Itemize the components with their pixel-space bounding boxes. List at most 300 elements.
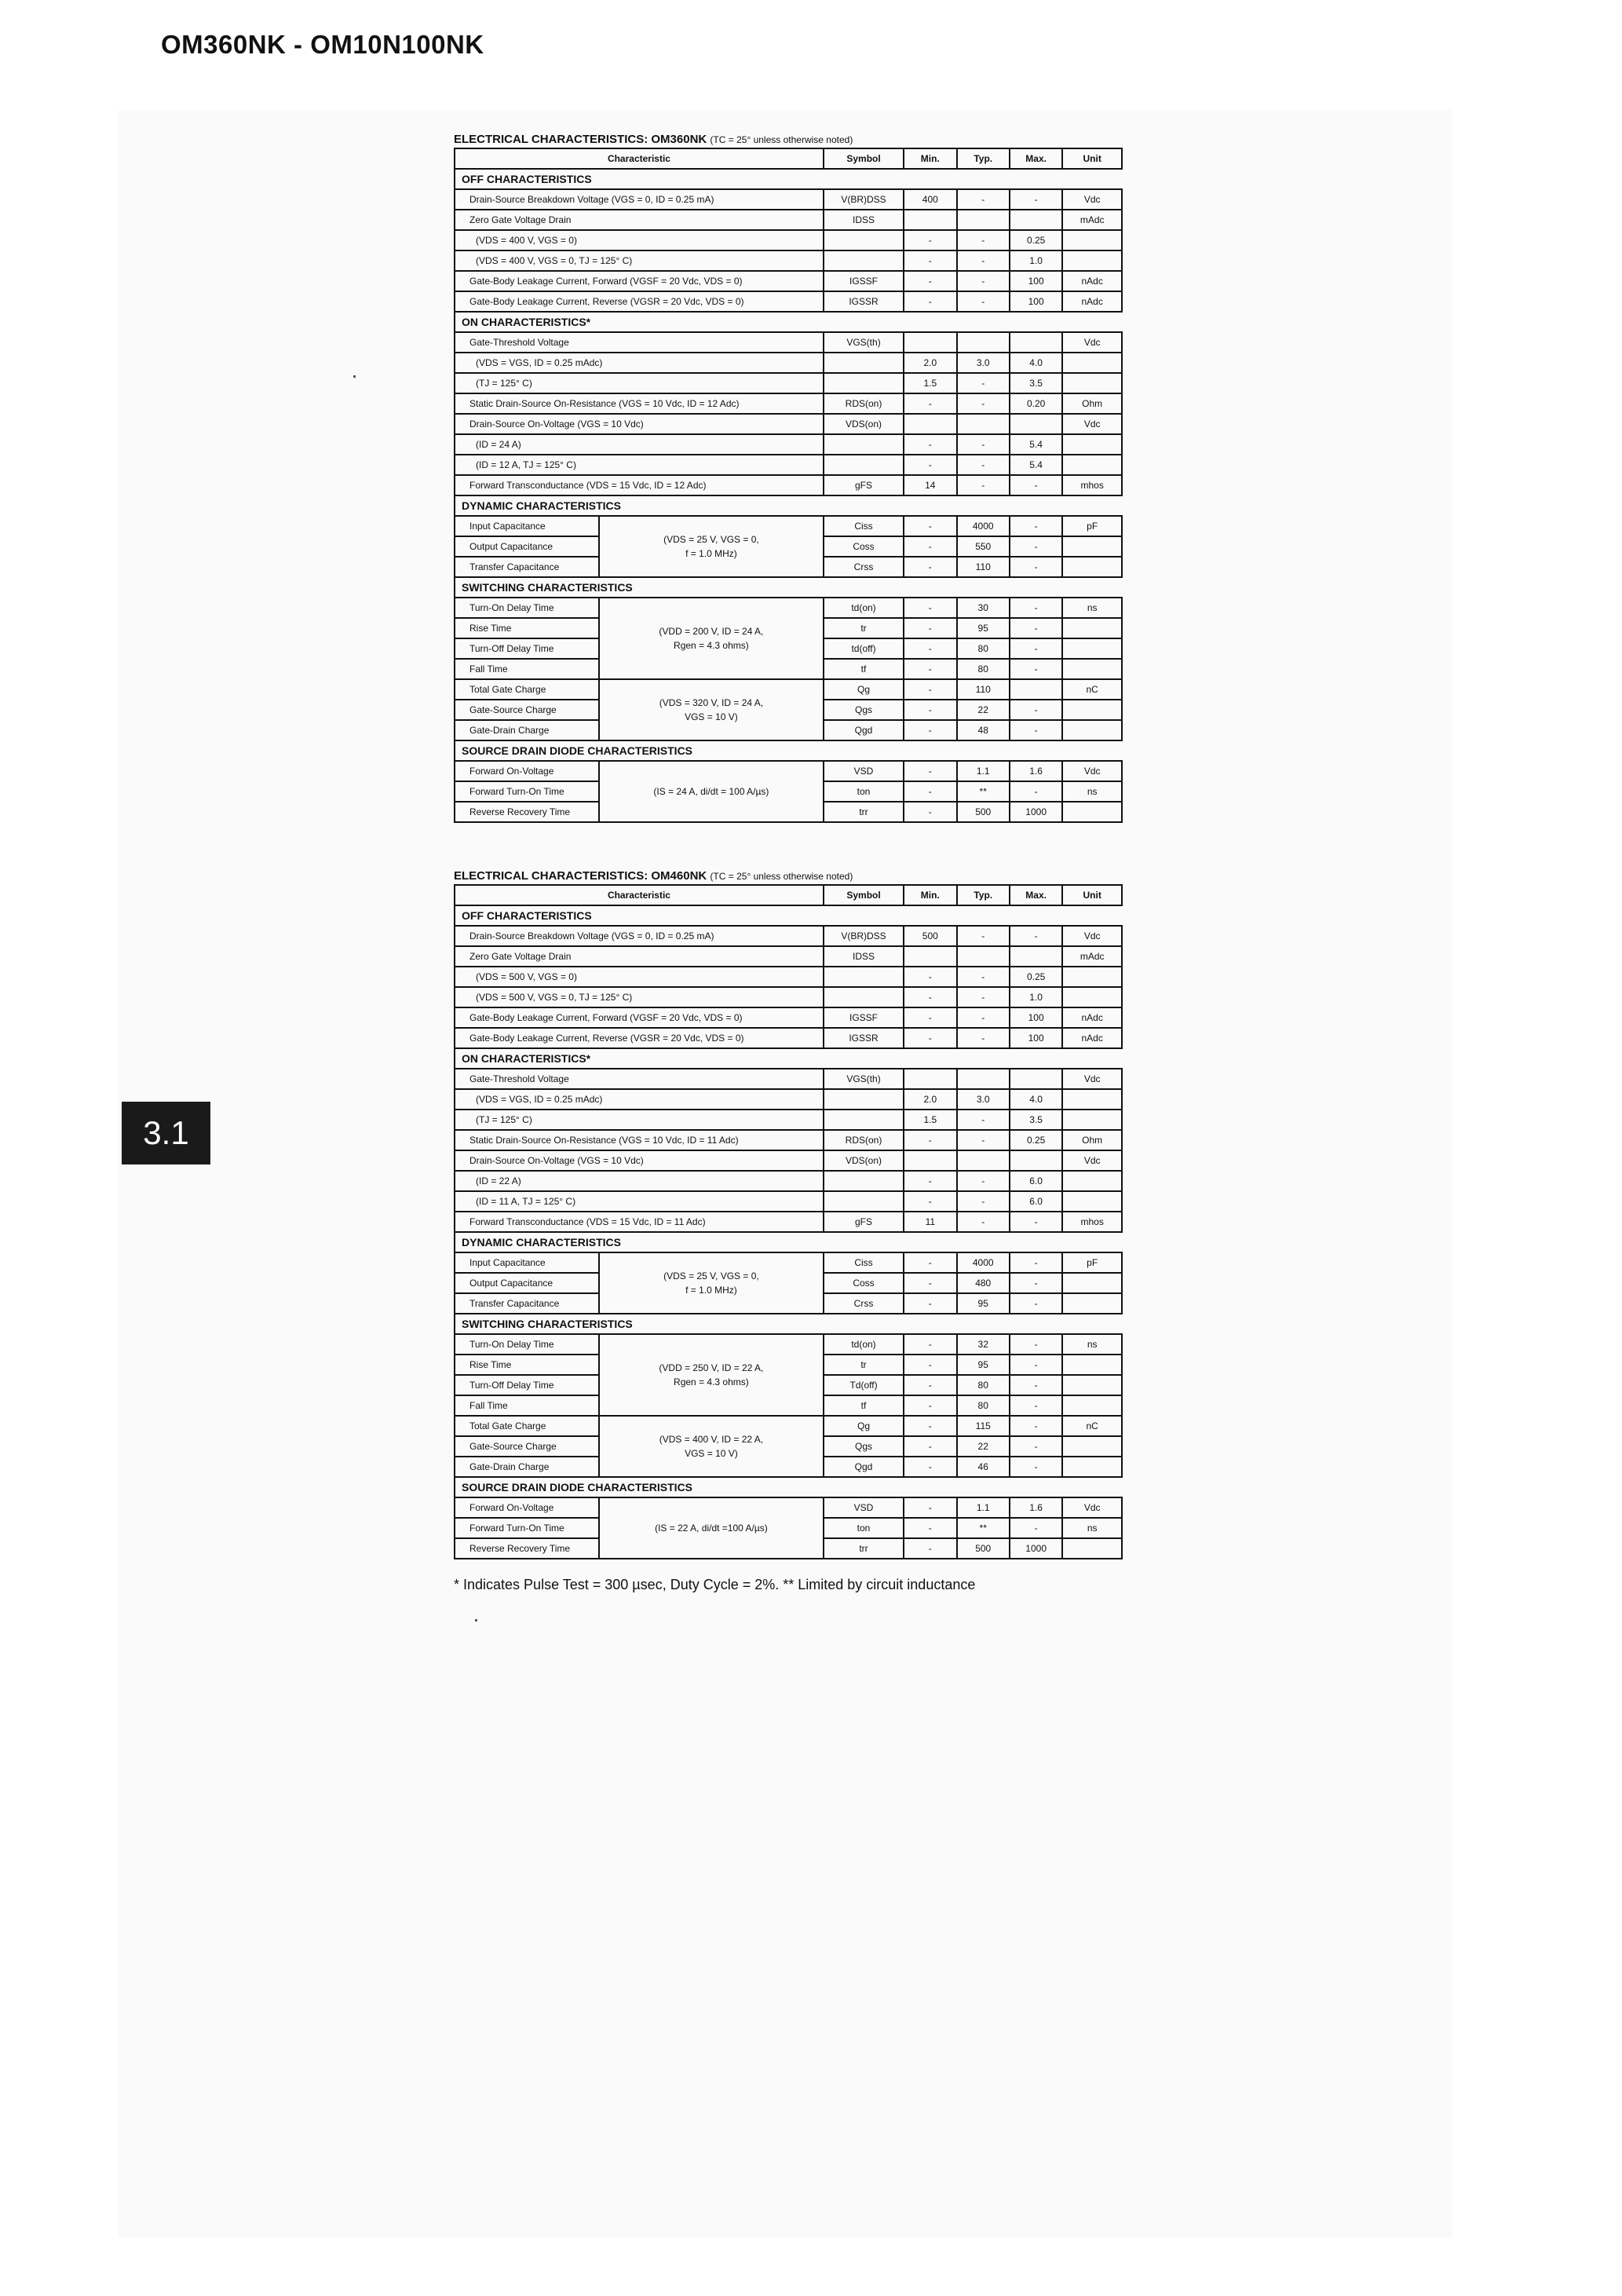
table-row <box>455 455 1122 475</box>
max-cell: - <box>1010 926 1062 946</box>
min-cell: - <box>904 271 956 291</box>
footnote: * Indicates Pulse Test = 300 µsec, Duty Cycle = 2%. ** Limited by circuit inductance <box>454 1577 976 1592</box>
section-tab: 3.1 <box>122 1102 210 1164</box>
test-condition: VGS = 10 V) <box>685 1448 738 1459</box>
min-cell: - <box>904 659 956 679</box>
off-table <box>454 188 1123 313</box>
test-condition: f = 1.0 MHz) <box>685 1285 737 1296</box>
unit-cell <box>1062 1538 1122 1559</box>
typ-cell: 500 <box>957 1538 1010 1559</box>
table-row <box>455 414 1122 434</box>
unit-cell <box>1062 353 1122 373</box>
characteristic-cell: Gate-Source Charge <box>455 700 599 720</box>
typ-cell: 115 <box>957 1416 1010 1436</box>
max-cell <box>1010 1069 1062 1089</box>
typ-cell: 3.0 <box>957 353 1010 373</box>
characteristic-cell: Transfer Capacitance <box>455 1293 599 1314</box>
max-cell: 0.25 <box>1010 967 1062 987</box>
test-condition: (VDD = 200 V, ID = 24 A, <box>659 626 764 637</box>
symbol-cell <box>824 1110 904 1130</box>
max-cell: - <box>1010 618 1062 638</box>
symbol-cell: tf <box>824 659 904 679</box>
section-heading: DYNAMIC CHARACTERISTICS <box>454 1233 1123 1252</box>
column-header: Max. <box>1010 885 1062 905</box>
characteristic-cell: Forward Transconductance (VDS = 15 Vdc, ID = 12 Adc) <box>455 475 824 495</box>
unit-cell: nC <box>1062 1416 1122 1436</box>
characteristic-cell: (VDS = 500 V, VGS = 0) <box>455 967 824 987</box>
typ-cell: 80 <box>957 1375 1010 1395</box>
test-condition-cell <box>599 1252 824 1314</box>
unit-cell: nAdc <box>1062 1028 1122 1048</box>
max-cell: 1000 <box>1010 802 1062 822</box>
section-heading: ON CHARACTERISTICS* <box>454 1049 1123 1068</box>
characteristic-cell: (ID = 12 A, TJ = 125° C) <box>455 455 824 475</box>
characteristic-cell: Forward Turn-On Time <box>455 781 599 802</box>
unit-cell <box>1062 557 1122 577</box>
min-cell: - <box>904 1518 956 1538</box>
characteristic-cell: Gate-Threshold Voltage <box>455 1069 824 1089</box>
symbol-cell: VGS(th) <box>824 332 904 353</box>
section-heading: SOURCE DRAIN DIODE CHARACTERISTICS <box>454 741 1123 760</box>
typ-cell: 22 <box>957 1436 1010 1457</box>
unit-cell <box>1062 1355 1122 1375</box>
max-cell: - <box>1010 700 1062 720</box>
symbol-cell: Qgd <box>824 720 904 740</box>
symbol-cell <box>824 1171 904 1191</box>
unit-cell: mhos <box>1062 475 1122 495</box>
unit-cell <box>1062 230 1122 250</box>
typ-cell: - <box>957 230 1010 250</box>
min-cell: - <box>904 781 956 802</box>
unit-cell <box>1062 1395 1122 1416</box>
symbol-cell: Coss <box>824 1273 904 1293</box>
symbol-cell: tr <box>824 618 904 638</box>
min-cell: - <box>904 1252 956 1273</box>
section-heading: DYNAMIC CHARACTERISTICS <box>454 496 1123 515</box>
characteristic-cell: Drain-Source On-Voltage (VGS = 10 Vdc) <box>455 1150 824 1171</box>
characteristic-cell: Total Gate Charge <box>455 679 599 700</box>
characteristic-cell: Turn-On Delay Time <box>455 1334 599 1355</box>
symbol-cell: Qgs <box>824 1436 904 1457</box>
block-title: ELECTRICAL CHARACTERISTICS: OM460NK <box>454 869 707 883</box>
typ-cell: 480 <box>957 1273 1010 1293</box>
max-cell <box>1010 946 1062 967</box>
unit-cell <box>1062 618 1122 638</box>
test-condition-cell <box>599 761 824 822</box>
max-cell <box>1010 414 1062 434</box>
max-cell: 5.4 <box>1010 434 1062 455</box>
symbol-cell: VSD <box>824 761 904 781</box>
symbol-cell: IGSSF <box>824 1007 904 1028</box>
typ-cell: - <box>957 475 1010 495</box>
table-row <box>455 1334 1122 1355</box>
characteristic-cell: Gate-Body Leakage Current, Forward (VGSF = 20 Vdc, VDS = 0) <box>455 271 824 291</box>
unit-cell: ns <box>1062 1518 1122 1538</box>
unit-cell <box>1062 1293 1122 1314</box>
max-cell: - <box>1010 1334 1062 1355</box>
max-cell: - <box>1010 475 1062 495</box>
max-cell: 100 <box>1010 1028 1062 1048</box>
max-cell: - <box>1010 1355 1062 1375</box>
diode-table <box>454 1497 1123 1559</box>
unit-cell: nAdc <box>1062 271 1122 291</box>
symbol-cell: td(on) <box>824 598 904 618</box>
characteristic-cell: Rise Time <box>455 1355 599 1375</box>
symbol-cell <box>824 1089 904 1110</box>
min-cell: 11 <box>904 1212 956 1232</box>
min-cell: 500 <box>904 926 956 946</box>
block-heading <box>454 868 1123 884</box>
page-title: OM360NK - OM10N100NK <box>161 30 484 59</box>
test-condition: (VDD = 250 V, ID = 22 A, <box>659 1362 764 1373</box>
min-cell: - <box>904 291 956 312</box>
symbol-cell <box>824 250 904 271</box>
symbol-cell: VSD <box>824 1497 904 1518</box>
min-cell: - <box>904 618 956 638</box>
column-header: Symbol <box>824 885 904 905</box>
section-heading: SWITCHING CHARACTERISTICS <box>454 578 1123 597</box>
table-row <box>455 250 1122 271</box>
typ-cell: 1.1 <box>957 761 1010 781</box>
max-cell: - <box>1010 536 1062 557</box>
unit-cell: nAdc <box>1062 291 1122 312</box>
block-condition: (TC = 25° unless otherwise noted) <box>710 134 853 145</box>
test-condition-cell <box>599 1416 824 1477</box>
unit-cell: Vdc <box>1062 1497 1122 1518</box>
typ-cell <box>957 1069 1010 1089</box>
max-cell: 4.0 <box>1010 1089 1062 1110</box>
table-row <box>455 679 1122 700</box>
table-row <box>455 393 1122 414</box>
test-condition: (IS = 24 A, di/dt = 100 A/µs) <box>653 786 769 797</box>
symbol-cell: IGSSF <box>824 271 904 291</box>
unit-cell: Ohm <box>1062 1130 1122 1150</box>
symbol-cell: RDS(on) <box>824 1130 904 1150</box>
min-cell: - <box>904 393 956 414</box>
min-cell <box>904 1150 956 1171</box>
min-cell: - <box>904 455 956 475</box>
typ-cell: 30 <box>957 598 1010 618</box>
typ-cell: - <box>957 1171 1010 1191</box>
symbol-cell <box>824 967 904 987</box>
symbol-cell: trr <box>824 1538 904 1559</box>
max-cell: 100 <box>1010 291 1062 312</box>
characteristic-cell: Fall Time <box>455 1395 599 1416</box>
typ-cell: - <box>957 291 1010 312</box>
table-row <box>455 926 1122 946</box>
max-cell: - <box>1010 720 1062 740</box>
max-cell: 1.0 <box>1010 987 1062 1007</box>
header-row <box>455 885 1122 905</box>
column-header: Unit <box>1062 148 1122 169</box>
characteristic-cell: Forward Turn-On Time <box>455 1518 599 1538</box>
characteristic-cell: Transfer Capacitance <box>455 557 599 577</box>
characteristic-cell: Total Gate Charge <box>455 1416 599 1436</box>
typ-cell: 95 <box>957 618 1010 638</box>
table-row <box>455 598 1122 618</box>
om460nk-characteristics <box>454 868 1123 1559</box>
test-condition: Rgen = 4.3 ohms) <box>674 1377 749 1387</box>
typ-cell: - <box>957 271 1010 291</box>
column-header: Min. <box>904 885 956 905</box>
column-header: Unit <box>1062 885 1122 905</box>
symbol-cell: tf <box>824 1395 904 1416</box>
unit-cell: Vdc <box>1062 926 1122 946</box>
typ-cell: - <box>957 1028 1010 1048</box>
min-cell: - <box>904 1395 956 1416</box>
characteristic-cell: (ID = 24 A) <box>455 434 824 455</box>
min-cell: - <box>904 1375 956 1395</box>
section-heading: SWITCHING CHARACTERISTICS <box>454 1314 1123 1333</box>
typ-cell: 80 <box>957 1395 1010 1416</box>
max-cell: 100 <box>1010 1007 1062 1028</box>
characteristic-cell: (VDS = 500 V, VGS = 0, TJ = 125° C) <box>455 987 824 1007</box>
symbol-cell <box>824 434 904 455</box>
table-row <box>455 1007 1122 1028</box>
min-cell: - <box>904 761 956 781</box>
typ-cell <box>957 210 1010 230</box>
off-table <box>454 925 1123 1049</box>
symbol-cell: gFS <box>824 1212 904 1232</box>
unit-cell <box>1062 1457 1122 1477</box>
typ-cell: - <box>957 1130 1010 1150</box>
column-header: Max. <box>1010 148 1062 169</box>
unit-cell: Vdc <box>1062 761 1122 781</box>
symbol-cell: ton <box>824 781 904 802</box>
switching-table <box>454 1333 1123 1478</box>
min-cell <box>904 210 956 230</box>
symbol-cell: td(off) <box>824 638 904 659</box>
test-condition-cell <box>599 679 824 740</box>
characteristic-cell: Forward On-Voltage <box>455 761 599 781</box>
max-cell: - <box>1010 1395 1062 1416</box>
max-cell: 4.0 <box>1010 353 1062 373</box>
max-cell: - <box>1010 638 1062 659</box>
max-cell: 1000 <box>1010 1538 1062 1559</box>
min-cell: 2.0 <box>904 353 956 373</box>
typ-cell: 550 <box>957 536 1010 557</box>
unit-cell <box>1062 1089 1122 1110</box>
typ-cell: 95 <box>957 1355 1010 1375</box>
typ-cell: 48 <box>957 720 1010 740</box>
min-cell: - <box>904 1007 956 1028</box>
max-cell: - <box>1010 516 1062 536</box>
min-cell: 14 <box>904 475 956 495</box>
max-cell: - <box>1010 781 1062 802</box>
column-header-table <box>454 148 1123 170</box>
unit-cell: Vdc <box>1062 189 1122 210</box>
symbol-cell: IDSS <box>824 946 904 967</box>
typ-cell: - <box>957 1007 1010 1028</box>
unit-cell <box>1062 373 1122 393</box>
block-title: ELECTRICAL CHARACTERISTICS: OM360NK <box>454 133 707 146</box>
unit-cell <box>1062 1191 1122 1212</box>
typ-cell: ** <box>957 781 1010 802</box>
min-cell: 1.5 <box>904 373 956 393</box>
unit-cell: Vdc <box>1062 414 1122 434</box>
typ-cell: 80 <box>957 659 1010 679</box>
characteristic-cell: Gate-Body Leakage Current, Forward (VGSF = 20 Vdc, VDS = 0) <box>455 1007 824 1028</box>
characteristic-cell: Drain-Source Breakdown Voltage (VGS = 0, ID = 0.25 mA) <box>455 189 824 210</box>
max-cell: - <box>1010 1273 1062 1293</box>
max-cell: - <box>1010 598 1062 618</box>
table-row <box>455 1171 1122 1191</box>
table-row <box>455 1191 1122 1212</box>
characteristic-cell: Turn-Off Delay Time <box>455 638 599 659</box>
scan-speck <box>353 375 356 378</box>
characteristic-cell: Input Capacitance <box>455 1252 599 1273</box>
min-cell: - <box>904 638 956 659</box>
max-cell: - <box>1010 1293 1062 1314</box>
max-cell: 0.25 <box>1010 1130 1062 1150</box>
symbol-cell: Qg <box>824 679 904 700</box>
min-cell: 1.5 <box>904 1110 956 1130</box>
min-cell: - <box>904 1334 956 1355</box>
characteristic-cell: (TJ = 125° C) <box>455 1110 824 1130</box>
symbol-cell: tr <box>824 1355 904 1375</box>
typ-cell: - <box>957 250 1010 271</box>
characteristic-cell: Turn-On Delay Time <box>455 598 599 618</box>
max-cell: 0.25 <box>1010 230 1062 250</box>
symbol-cell: Ciss <box>824 1252 904 1273</box>
block-condition: (TC = 25° unless otherwise noted) <box>710 871 853 882</box>
typ-cell <box>957 414 1010 434</box>
scan-speck <box>475 1619 477 1621</box>
min-cell: - <box>904 598 956 618</box>
symbol-cell: Qgs <box>824 700 904 720</box>
unit-cell <box>1062 967 1122 987</box>
min-cell: 400 <box>904 189 956 210</box>
characteristic-cell: (VDS = 400 V, VGS = 0, TJ = 125° C) <box>455 250 824 271</box>
table-row <box>455 271 1122 291</box>
table-row <box>455 210 1122 230</box>
characteristic-cell: (VDS = 400 V, VGS = 0) <box>455 230 824 250</box>
max-cell: 1.0 <box>1010 250 1062 271</box>
max-cell <box>1010 1150 1062 1171</box>
max-cell: - <box>1010 1375 1062 1395</box>
unit-cell <box>1062 1436 1122 1457</box>
unit-cell: ns <box>1062 598 1122 618</box>
typ-cell: 3.0 <box>957 1089 1010 1110</box>
min-cell <box>904 414 956 434</box>
test-condition-cell <box>599 598 824 679</box>
max-cell <box>1010 332 1062 353</box>
typ-cell <box>957 332 1010 353</box>
typ-cell: 110 <box>957 679 1010 700</box>
symbol-cell: IGSSR <box>824 1028 904 1048</box>
characteristic-cell: Output Capacitance <box>455 1273 599 1293</box>
min-cell: - <box>904 557 956 577</box>
characteristic-cell: (VDS = VGS, ID = 0.25 mAdc) <box>455 1089 824 1110</box>
typ-cell: 46 <box>957 1457 1010 1477</box>
characteristic-cell: Gate-Threshold Voltage <box>455 332 824 353</box>
unit-cell <box>1062 802 1122 822</box>
symbol-cell: V(BR)DSS <box>824 926 904 946</box>
table-row <box>455 1110 1122 1130</box>
characteristic-cell: (TJ = 125° C) <box>455 373 824 393</box>
typ-cell: 110 <box>957 557 1010 577</box>
characteristic-cell: Forward Transconductance (VDS = 15 Vdc, ID = 11 Adc) <box>455 1212 824 1232</box>
characteristic-cell: Zero Gate Voltage Drain <box>455 946 824 967</box>
unit-cell <box>1062 700 1122 720</box>
test-condition: (VDS = 320 V, ID = 24 A, <box>659 697 764 708</box>
block-heading <box>454 132 1123 148</box>
unit-cell: mhos <box>1062 1212 1122 1232</box>
table-row <box>455 373 1122 393</box>
max-cell: 100 <box>1010 271 1062 291</box>
table-row <box>455 1252 1122 1273</box>
min-cell: 2.0 <box>904 1089 956 1110</box>
unit-cell: Vdc <box>1062 332 1122 353</box>
symbol-cell: Crss <box>824 557 904 577</box>
table-row <box>455 987 1122 1007</box>
unit-cell: mAdc <box>1062 946 1122 967</box>
diode-table <box>454 760 1123 823</box>
typ-cell: 1.1 <box>957 1497 1010 1518</box>
characteristic-cell: Output Capacitance <box>455 536 599 557</box>
min-cell: - <box>904 987 956 1007</box>
unit-cell: Vdc <box>1062 1150 1122 1171</box>
symbol-cell: VDS(on) <box>824 414 904 434</box>
typ-cell: 22 <box>957 700 1010 720</box>
characteristic-cell: Reverse Recovery Time <box>455 802 599 822</box>
section-heading: ON CHARACTERISTICS* <box>454 313 1123 331</box>
column-header: Min. <box>904 148 956 169</box>
max-cell: 3.5 <box>1010 373 1062 393</box>
characteristic-cell: (ID = 22 A) <box>455 1171 824 1191</box>
characteristic-cell: Gate-Source Charge <box>455 1436 599 1457</box>
section-heading: OFF CHARACTERISTICS <box>454 170 1123 188</box>
min-cell: - <box>904 1191 956 1212</box>
table-row <box>455 332 1122 353</box>
on-table <box>454 331 1123 496</box>
characteristic-cell: Gate-Drain Charge <box>455 1457 599 1477</box>
table-row <box>455 1212 1122 1232</box>
test-condition: Rgen = 4.3 ohms) <box>674 640 749 651</box>
typ-cell: - <box>957 434 1010 455</box>
typ-cell: 95 <box>957 1293 1010 1314</box>
unit-cell: mAdc <box>1062 210 1122 230</box>
min-cell: - <box>904 1355 956 1375</box>
table-row <box>455 967 1122 987</box>
table-row <box>455 516 1122 536</box>
header-row <box>455 148 1122 169</box>
symbol-cell: Td(off) <box>824 1375 904 1395</box>
symbol-cell: Qg <box>824 1416 904 1436</box>
column-header: Symbol <box>824 148 904 169</box>
table-row <box>455 189 1122 210</box>
table-row <box>455 761 1122 781</box>
min-cell <box>904 946 956 967</box>
section-heading: SOURCE DRAIN DIODE CHARACTERISTICS <box>454 1478 1123 1497</box>
symbol-cell: Ciss <box>824 516 904 536</box>
characteristic-cell: Static Drain-Source On-Resistance (VGS = 10 Vdc, ID = 12 Adc) <box>455 393 824 414</box>
dynamic-table <box>454 515 1123 578</box>
table-row <box>455 291 1122 312</box>
typ-cell: ** <box>957 1518 1010 1538</box>
table-row <box>455 1150 1122 1171</box>
min-cell: - <box>904 250 956 271</box>
unit-cell: pF <box>1062 1252 1122 1273</box>
test-condition-cell <box>599 1497 824 1559</box>
min-cell: - <box>904 536 956 557</box>
symbol-cell <box>824 230 904 250</box>
max-cell: - <box>1010 1518 1062 1538</box>
unit-cell <box>1062 1375 1122 1395</box>
characteristic-cell: Static Drain-Source On-Resistance (VGS = 10 Vdc, ID = 11 Adc) <box>455 1130 824 1150</box>
min-cell: - <box>904 967 956 987</box>
max-cell: 1.6 <box>1010 761 1062 781</box>
